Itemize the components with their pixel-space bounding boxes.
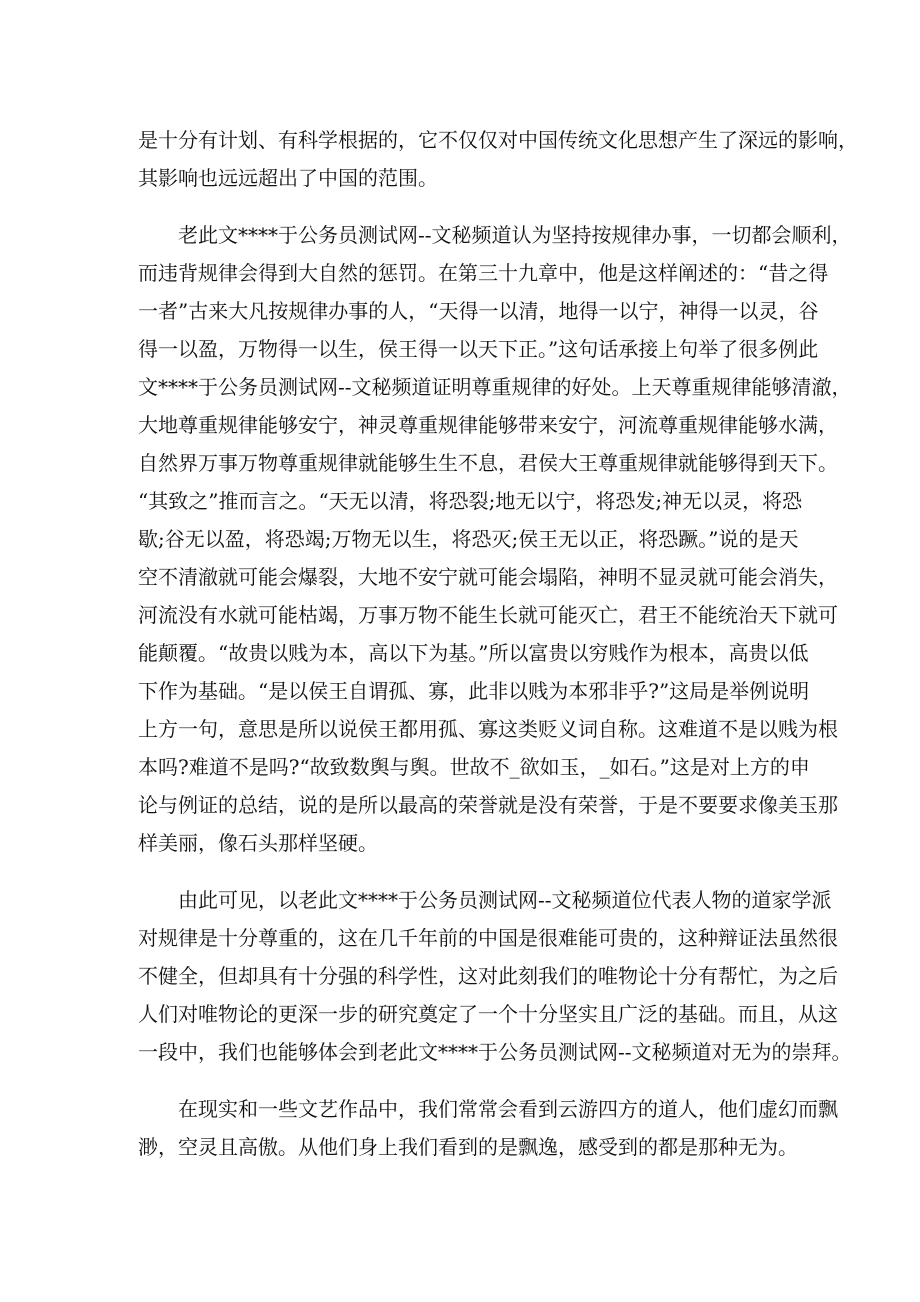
text-line: 人们对唯物论的更深一步的研究奠定了一个十分坚实且广泛的基础。而且，从这 (138, 1002, 838, 1026)
text-line: 一者”古来大凡按规律办事的人，“天得一以清，地得一以宁，神得一以灵，谷 (138, 299, 819, 323)
text-line: 在现实和一些文艺作品中，我们常常会看到云游四方的道人，他们虚幻而飘 (178, 1097, 838, 1121)
text-line: 能颠覆。“故贵以贱为本，高以下为基。”所以富贵以穷贱作为根本，高贵以低 (138, 641, 809, 665)
text-line: 文****于公务员测试网--文秘频道证明尊重规律的好处。上天尊重规律能够清澈， (138, 375, 852, 399)
text-line: 河流没有水就可能枯竭，万事万物不能生长就可能灭亡，君王不能统治天下就可 (138, 603, 838, 627)
text-line: 而违背规律会得到大自然的惩罚。在第三十九章中，他是这样阐述的：“昔之得 (138, 261, 829, 285)
text-line: 歇;谷无以盈，将恐竭;万物无以生，将恐灭;侯王无以正，将恐蹶。”说的是天 (138, 527, 799, 551)
text-line: 一段中，我们也能够体会到老此文****于公务员测试网--文秘频道对无为的崇拜。 (138, 1040, 852, 1064)
text-line: 得一以盈，万物得一以生，侯王得一以天下正。”这句话承接上句举了很多例此 (138, 337, 819, 361)
paragraph (138, 1090, 838, 1166)
text-line: 本吗?难道不是吗?“故致数舆与舆。世故不_欲如玉，_如石。”这是对上方的申 (138, 755, 810, 779)
paragraph (138, 881, 852, 1071)
text-line: 论与例证的总结，说的是所以最高的荣誉就是没有荣誉，于是不要要求像美玉那 (138, 793, 838, 817)
text-line: 不健全，但却具有十分强的科学性，这对此刻我们的唯物论十分有帮忙，为之后 (138, 964, 838, 988)
text-line: 空不清澈就可能会爆裂，大地不安宁就可能会塌陷，神明不显灵就可能会消失， (138, 565, 838, 589)
text-line: “其致之”推而言之。“天无以清，将恐裂;地无以宁，将恐发;神无以灵，将恐 (138, 489, 803, 513)
document-page (138, 121, 858, 1185)
text-line: 渺，空灵且高傲。从他们身上我们看到的是飘逸，感受到的都是那种无为。 (138, 1135, 798, 1159)
text-line: 由此可见，以老此文****于公务员测试网--文秘频道位代表人物的道家学派 (178, 888, 832, 912)
text-line: 上方一句，意思是所以说侯王都用孤、寡这类贬义词自称。这难道不是以贱为根 (138, 717, 838, 741)
text-line: 下作为基础。“是以侯王自谓孤、寡，此非以贱为本邪非乎?”这局是举例说明 (138, 679, 810, 703)
text-line: 自然界万事万物尊重规律就能够生生不息，君侯大王尊重规律就能够得到天下。 (138, 451, 838, 475)
text-line: 大地尊重规律能够安宁，神灵尊重规律能够带来安宁，河流尊重规律能够水满， (138, 413, 838, 437)
paragraph (138, 121, 858, 197)
paragraph (138, 216, 852, 862)
text-line: 样美丽，像石头那样坚硬。 (138, 831, 378, 855)
text-line: 对规律是十分尊重的，这在几千年前的中国是很难能可贵的，这种辩证法虽然很 (138, 926, 838, 950)
text-line: 是十分有计划、有科学根据的，它不仅仅对中国传统文化思想产生了深远的影响， (138, 128, 858, 152)
text-line: 其影响也远远超出了中国的范围。 (138, 166, 438, 190)
text-line: 老此文****于公务员测试网--文秘频道认为坚持按规律办事，一切都会顺利， (178, 223, 852, 247)
